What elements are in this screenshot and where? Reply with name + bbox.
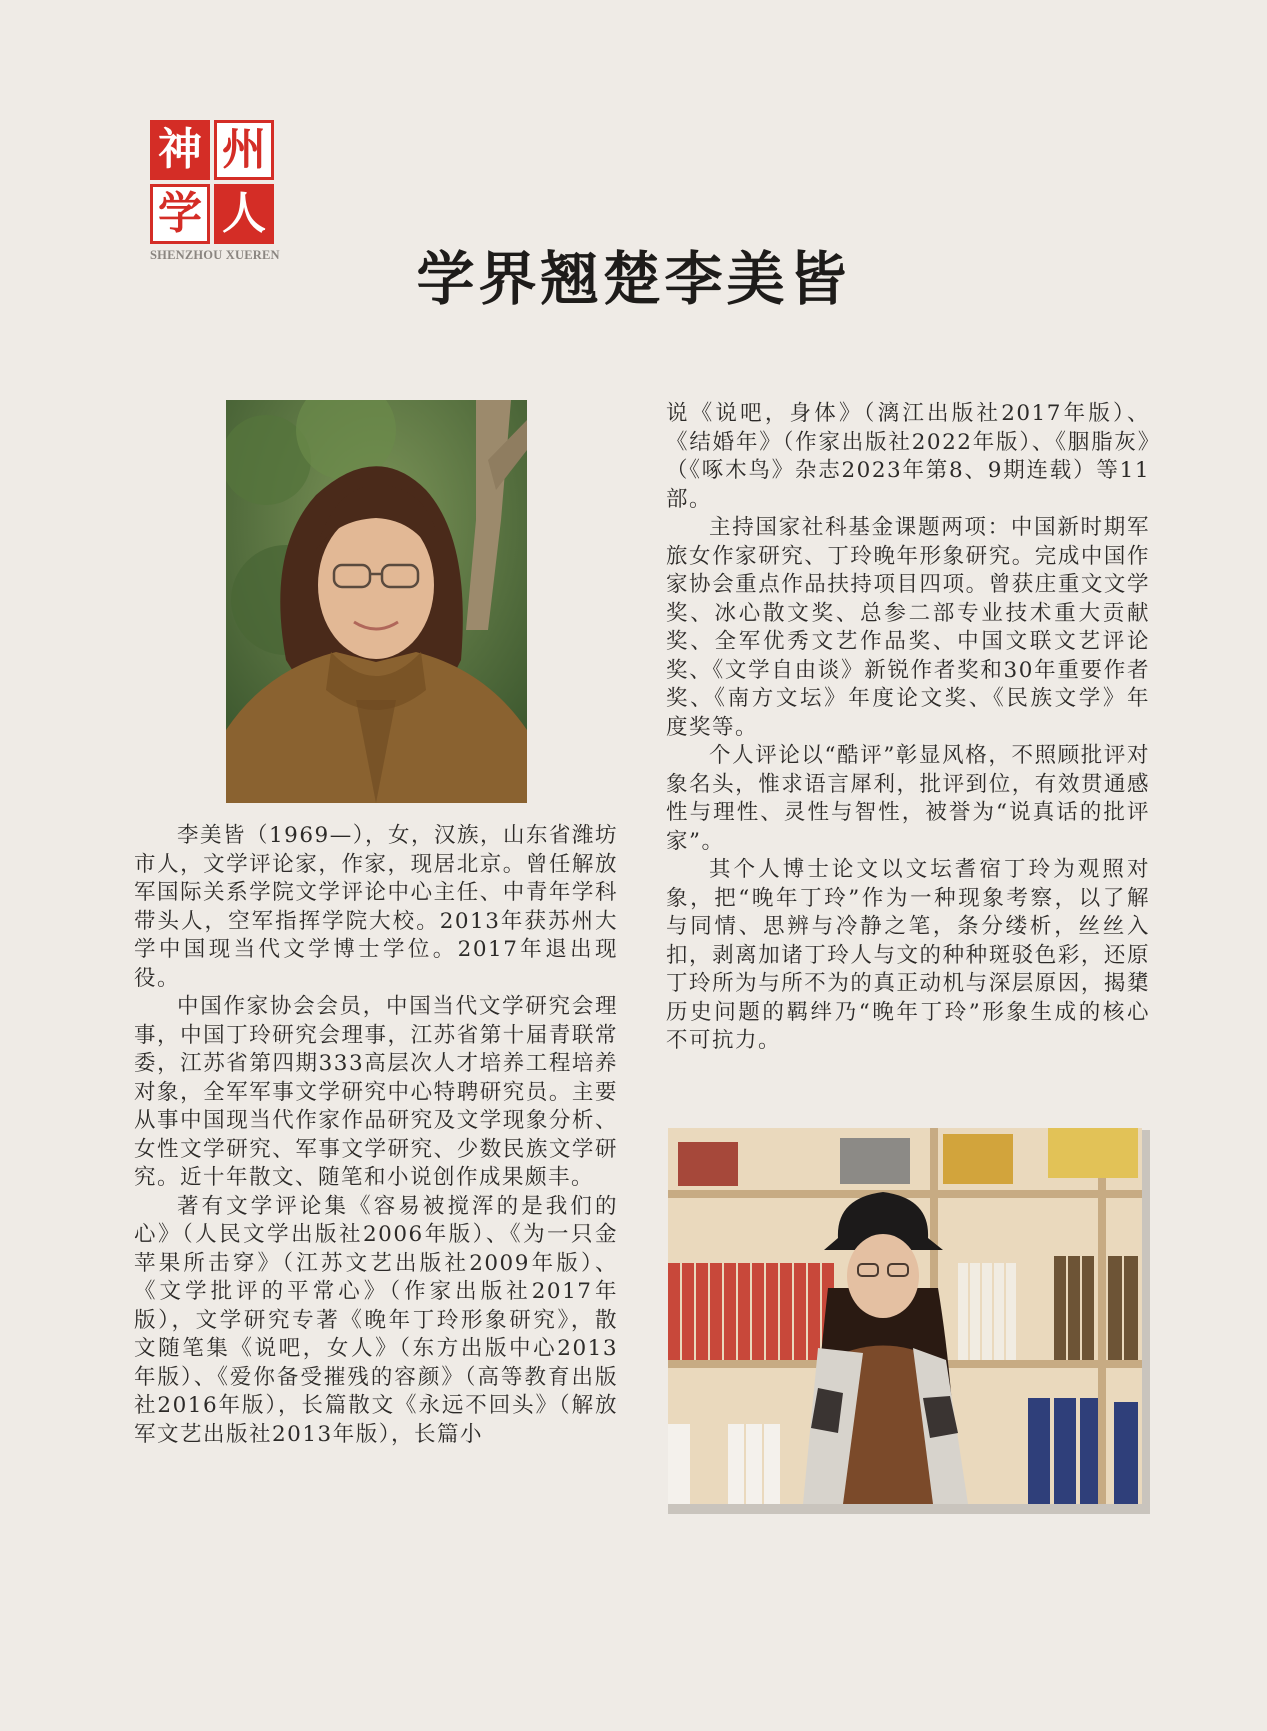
paragraph-publications-continued: 说《说吧，身体》（漓江出版社2017年版）、《结婚年》（作家出版社2022年版）、《胭脂灰》（《啄木鸟》杂志2023年第8、9期连载）等11部。 (666, 401, 1150, 512)
logo-grid (150, 120, 276, 244)
article-body-left-column (134, 822, 618, 1449)
paragraph-biography: 李美皆（1969—），女，汉族，山东省潍坊市人，文学评论家，作家，现居北京。曾任解放军国际关系学院文学评论中心主任、中青年学科带头人，空军指挥学院大校。2013年获苏州大学中国现当代文学博士学位。2017年退出现役。 (134, 823, 618, 991)
article-body-right-column (666, 400, 1150, 1056)
logo-char-zhou: 州 (214, 120, 274, 180)
paragraph-critical-style: 个人评论以“酷评”彰显风格，不照顾批评对象名头，惟求语言犀利，批评到位，有效贯通感性与理性、灵性与智性，被誉为“说真话的批评家”。 (666, 743, 1150, 854)
portrait-photo (226, 400, 527, 803)
logo-char-ren: 人 (214, 184, 274, 244)
paragraph-doctoral-thesis: 其个人博士论文以文坛耆宿丁玲为观照对象，把“晚年丁玲”作为一种现象考察，以了解与同情、思辨与冷静之笔，条分缕析，丝丝入扣，剥离加诸丁玲人与文的种种斑驳色彩，还原丁玲所为与所不为的真正动机与深层原因，揭橥历史问题的羁绊乃“晚年丁玲”形象生成的核心不可抗力。 (666, 857, 1150, 1053)
portrait-illustration (226, 400, 527, 803)
logo-subtitle: SHENZHOU XUEREN (150, 248, 280, 262)
paragraph-publications: 著有文学评论集《容易被搅浑的是我们的心》（人民文学出版社2006年版）、《为一只金苹果所击穿》（江苏文艺出版社2009年版）、《文学批评的平常心》（作家出版社2017年版），文学研究专著《晚年丁玲形象研究》，散文随笔集《说吧，女人》（东方出版中心2013年版）、《爱你备受摧残的容颜》（高等教育出版社2016年版），长篇散文《永远不回头》（解放军文艺出版社2013年版），长篇小 (134, 1193, 618, 1447)
logo-char-xue: 学 (150, 184, 210, 244)
page-title: 学界翘楚李美皆 (416, 245, 851, 313)
bookshelf-illustration (668, 1128, 1142, 1504)
bookshelf-photo (668, 1128, 1142, 1504)
paragraph-awards: 主持国家社科基金课题两项：中国新时期军旅女作家研究、丁玲晚年形象研究。完成中国作家协会重点作品扶持项目四项。曾获庄重文文学奖、冰心散文奖、总参二部专业技术重大贡献奖、全军优秀文艺作品奖、中国文联文艺评论奖、《文学自由谈》新锐作者奖和30年重要作者奖、《南方文坛》年度论文奖、《民族文学》年度奖等。 (666, 515, 1150, 740)
paragraph-memberships: 中国作家协会会员，中国当代文学研究会理事，中国丁玲研究会理事，江苏省第十届青联常委，江苏省第四期333高层次人才培养工程培养对象，全军军事文学研究中心特聘研究员。主要从事中国现当代作家作品研究及文学现象分析、女性文学研究、军事文学研究、少数民族文学研究。近十年散文、随笔和小说创作成果颇丰。 (134, 994, 618, 1190)
logo-char-shen: 神 (150, 120, 210, 180)
